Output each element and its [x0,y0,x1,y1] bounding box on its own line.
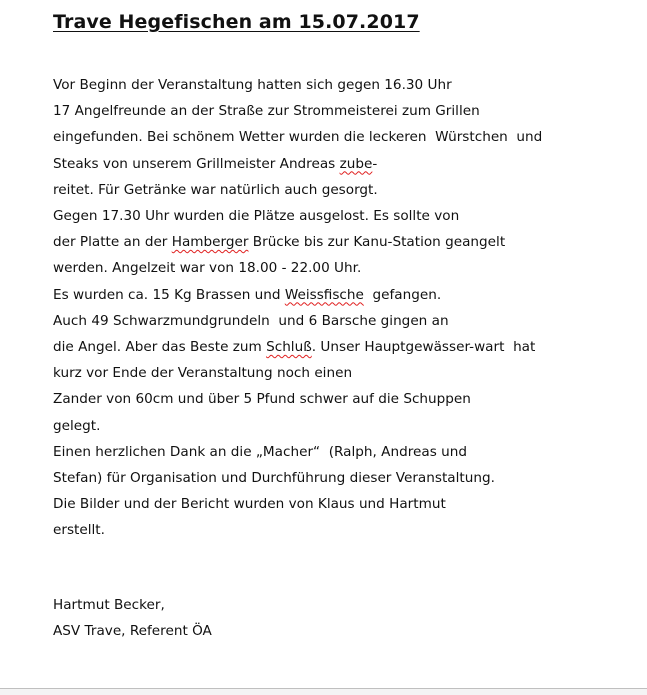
text-segment: - [372,155,378,172]
spellcheck-flagged-word: zube [339,155,373,172]
body-line [53,255,613,281]
body-line [53,308,613,334]
text-segment: Die Bilder und der Bericht wurden von Klaus und Hartmut [53,496,446,513]
spellcheck-flagged-word: Hamberger [171,234,249,251]
body-line [53,386,613,412]
text-segment: Auch 49 Schwarzmundgrundeln und 6 Barsche gingen an [53,312,449,329]
body-line [53,334,613,360]
text-segment: die Angel. Aber das Beste zum [53,339,267,356]
body-line [53,413,613,439]
body-line [53,439,613,465]
body-line [53,491,613,517]
body-line [53,203,613,229]
text-segment: Vor Beginn der Veranstaltung hatten sich gegen 16.30 Uhr [53,77,452,93]
document-title: Trave Hegefischen am 15.07.2017 [53,11,420,33]
text-segment: Einen herzlichen Dank an die „Macher“ (Ralph, Andreas und [53,443,467,460]
body-line [53,124,613,150]
body-line [53,282,613,308]
text-segment: . Unser Hauptgewässer-wart hat [311,339,536,356]
body-line [53,72,613,98]
body-line [53,360,613,386]
signature-block [53,592,212,644]
text-segment: gelegt. [53,417,101,434]
body-line [53,98,613,124]
spellcheck-flagged-word: Weissfische [284,286,364,303]
text-segment: eingefunden. Bei schönem Wetter wurden die leckeren Würstchen und [53,129,543,146]
body-line [53,229,613,255]
text-segment: reitet. Für Getränke war natürlich auch gesorgt. [53,181,378,198]
signature-name: Hartmut Becker, [53,597,165,613]
text-segment: Steaks von unserem Grillmeister Andreas [53,155,340,172]
report-body [53,72,613,544]
text-segment: werden. Angelzeit war von 18.00 - 22.00 Uhr. [53,260,362,277]
text-segment: Gegen 17.30 Uhr wurden die Plätze ausgelost. Es sollte von [53,208,460,225]
text-segment: kurz vor Ende der Veranstaltung noch einen [53,365,353,382]
body-line [53,177,613,203]
text-segment: Es wurden ca. 15 Kg Brassen und [53,286,285,303]
text-segment: gefangen. [363,286,442,303]
body-line [53,517,613,543]
spellcheck-flagged-word: Schluß [266,339,312,356]
text-segment: Stefan) für Organisation und Durchführung dieser Veranstaltung. [53,470,495,487]
text-segment: der Platte an der [53,234,172,251]
text-segment: 17 Angelfreunde an der Straße zur Strommeisterei zum Grillen [53,103,480,120]
text-segment: erstellt. [53,522,105,539]
signature-role: ASV Trave, Referent ÖA [53,623,212,639]
text-segment: Brücke bis zur Kanu-Station geangelt [248,234,506,251]
body-line [53,465,613,491]
body-line [53,151,613,177]
text-segment: Zander von 60cm und über 5 Pfund schwer auf die Schuppen [53,391,471,408]
